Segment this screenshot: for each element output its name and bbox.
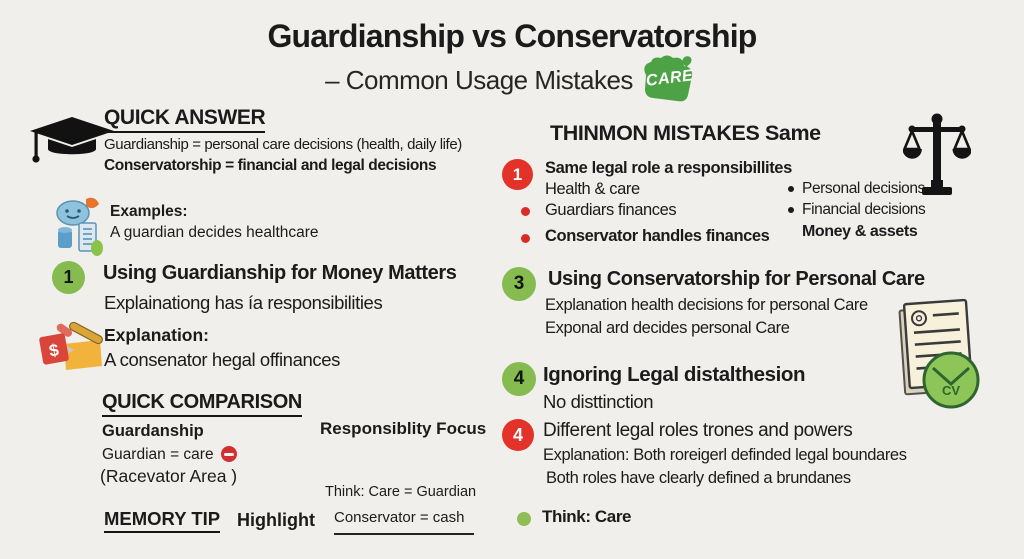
comparison-left-title: Guardanship — [102, 422, 204, 440]
money-pen-icon — [36, 322, 112, 381]
graduation-cap-icon — [28, 114, 116, 177]
mistake1-subline: Explainationg has ía responsibilities — [104, 292, 383, 313]
red-bullet-icon — [521, 207, 530, 216]
quick-answer-line1: Guardianship = personal care decisions (health, daily life) — [104, 136, 462, 153]
dollar-glyph: $ — [47, 340, 61, 361]
mistake3-line1: Explanation health decisions for personal Care — [545, 296, 868, 314]
panel-item1-line1: Same legal role a responsibillites — [545, 159, 792, 177]
panel-item1-number-badge: 1 — [502, 159, 533, 190]
side-bullet2-text: Financial decisions — [802, 201, 926, 218]
mistake4-red-line2: Both roles have clearly defined a brundanes — [546, 469, 851, 487]
mistake1-heading: Using Guardianship for Money Matters — [103, 262, 457, 284]
page-subtitle-row — [0, 54, 1024, 106]
examples-text: A guardian decides healthcare — [110, 224, 319, 241]
bullet-icon — [788, 207, 794, 213]
comparison-left-line1-text: Guardian = care — [102, 446, 214, 463]
memory-tip-action: Highlight — [237, 510, 315, 530]
quick-comparison-heading: QUICK COMPARISON — [102, 391, 302, 417]
examples-mascot-icon — [50, 196, 106, 263]
panel-item1-bullet1: Guardiars finances — [545, 201, 677, 219]
mistake4-green-line1: No disttinction — [543, 391, 654, 412]
panel-item1-line2: Health & care — [545, 180, 640, 198]
mistake3-number-badge: 3 — [502, 267, 536, 301]
doc-badge-text: CV — [942, 383, 961, 398]
memory-tip-heading: MEMORY TIP — [104, 508, 220, 533]
comparison-left-line2: (Racevator Area ) — [100, 466, 238, 486]
red-bullet-icon — [521, 234, 530, 243]
examples-label: Examples: — [110, 203, 188, 220]
no-entry-icon — [221, 446, 237, 462]
comparison-left-line1 — [102, 446, 237, 464]
comparison-right-title: Responsiblity Focus — [320, 419, 487, 438]
side-bullet1-text: Personal decisions — [802, 180, 925, 197]
mistake1-explanation-text: A consenator hegal offinances — [104, 349, 340, 370]
page-title: Guardianship vs Conservatorship — [267, 18, 757, 54]
side-bullet2 — [788, 201, 925, 219]
care-badge-label: CARE — [645, 67, 695, 90]
mistake4-red-heading: Different legal roles trones and powers — [543, 420, 853, 441]
quick-answer-heading: QUICK ANSWER — [104, 106, 265, 133]
mistake4-green-heading: Ignoring Legal distalthesion — [543, 363, 806, 386]
side-bullet1 — [788, 180, 925, 198]
think-care-note: Think: Care — [542, 507, 632, 526]
mistake1-number-badge: 1 — [52, 261, 85, 294]
care-badge — [637, 54, 699, 106]
mistake4-green-number-badge: 4 — [502, 362, 536, 396]
mistake4-red-line1: Explanation: Both roreigerl definded legal boundares — [543, 446, 907, 464]
legal-document-icon — [893, 296, 985, 417]
mistake3-heading: Using Conservatorship for Personal Care — [548, 268, 925, 290]
quick-answer-line2: Conservatorship = financial and legal decisions — [104, 157, 437, 174]
bullet-icon — [788, 186, 794, 192]
mistake3-line2: Exponal ard decides personal Care — [545, 319, 790, 337]
memory-tip-equation: Conservator = cash — [334, 509, 474, 535]
comparison-right-note: Think: Care = Guardian — [325, 484, 477, 500]
mistake1-explanation-label: Explanation: — [104, 325, 210, 345]
green-dot-icon — [517, 512, 531, 526]
page-subtitle: – Common Usage Mistakes — [325, 64, 633, 95]
mistake4-red-number-badge: 4 — [502, 419, 534, 451]
panel-item1-bullet2: Conservator handles finances — [545, 227, 770, 245]
side-bold-line: Money & assets — [802, 223, 918, 240]
mistakes-panel-heading: THINMON MISTAKES Same — [550, 121, 821, 145]
